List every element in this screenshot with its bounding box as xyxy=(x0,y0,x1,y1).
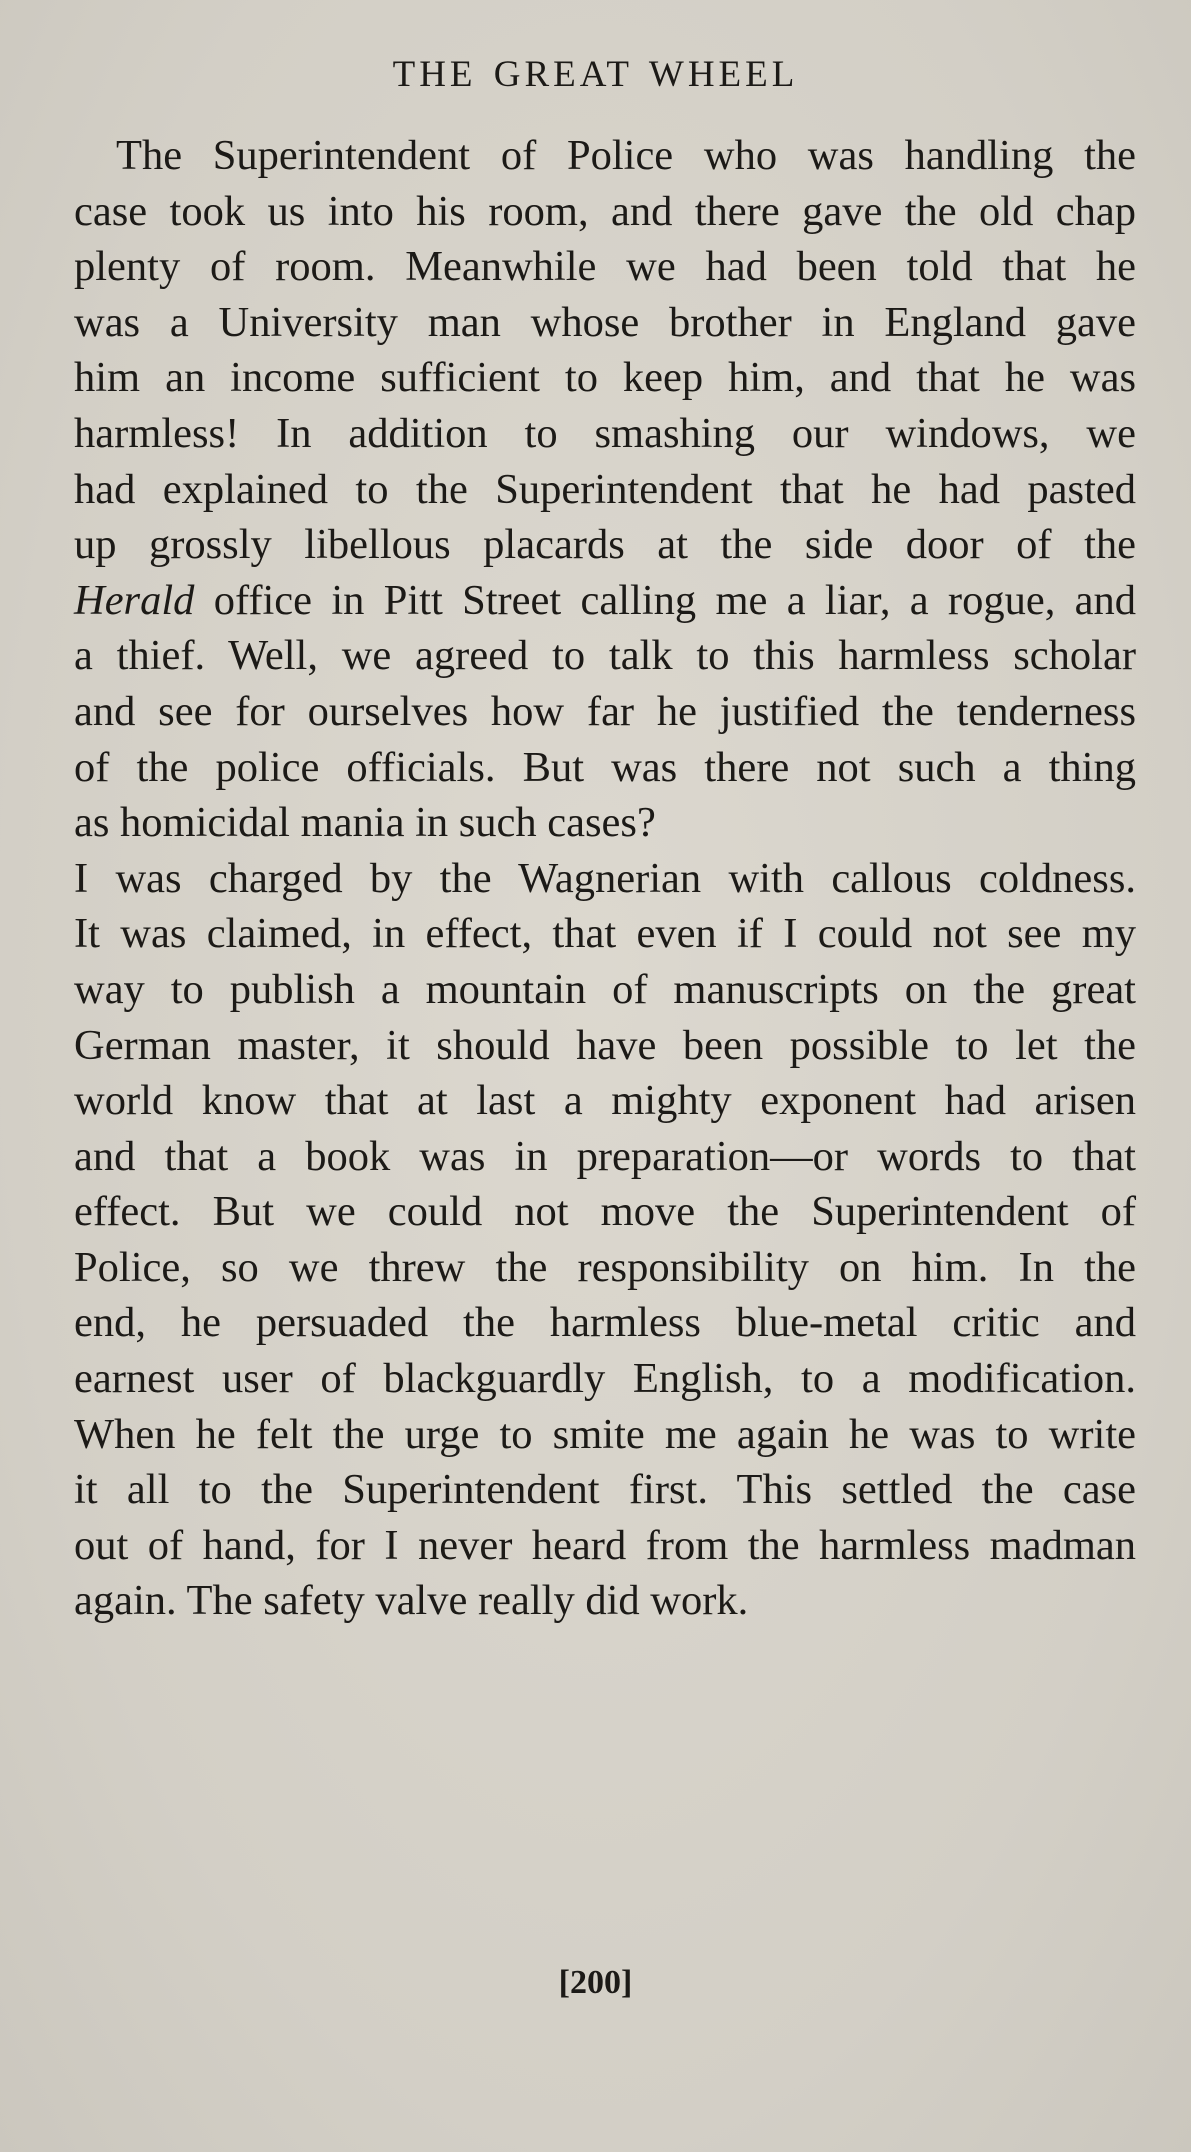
page-number: [200] xyxy=(558,1964,633,2001)
text-line-rest: office in Pitt Street calling me a liar, a rogue, and xyxy=(194,576,1136,624)
paragraph-1 xyxy=(74,128,1136,851)
text-line: it all to the Superintendent first. This settled the case xyxy=(74,1466,1136,1514)
text-line-herald xyxy=(74,573,1136,629)
text-line: plenty of room. Meanwhile we had been told that he xyxy=(74,243,1136,291)
text-line: Police, so we threw the responsibility on him. In the xyxy=(74,1243,1136,1291)
text-line: harmless! In addition to smashing our windows, we xyxy=(74,409,1136,457)
text-line: I was charged by the Wagnerian with callous coldness. xyxy=(74,854,1136,902)
text-line: German master, it should have been possible to let the xyxy=(74,1021,1136,1069)
text-line: was a University man whose brother in England gave xyxy=(74,298,1136,346)
text-line: of the police officials. But was there not such a thing xyxy=(74,743,1136,791)
text-line: way to publish a mountain of manuscripts on the great xyxy=(74,965,1136,1013)
text-line: again. The safety valve really did work. xyxy=(74,1577,749,1625)
text-line: It was claimed, in effect, that even if I could not see my xyxy=(74,910,1136,958)
text-line: up grossly libellous placards at the side door of the xyxy=(74,521,1136,569)
text-line: earnest user of blackguardly English, to a modification. xyxy=(74,1355,1136,1403)
newspaper-title: Herald xyxy=(74,576,195,624)
text-line: world know that at last a mighty exponent had arisen xyxy=(74,1077,1136,1125)
text-line: When he felt the urge to smite me again he was to write xyxy=(74,1410,1136,1458)
text-line: and that a book was in preparation—or words to that xyxy=(74,1132,1136,1180)
text-line: as homicidal mania in such cases? xyxy=(74,799,656,847)
paragraph-2 xyxy=(74,851,1136,1629)
body-text xyxy=(74,128,1136,1629)
text-line: and see for ourselves how far he justified the tenderness xyxy=(74,687,1136,735)
text-line: him an income sufficient to keep him, and that he was xyxy=(74,354,1136,402)
running-head: THE GREAT WHEEL xyxy=(392,54,799,95)
text-line: out of hand, for I never heard from the harmless madman xyxy=(74,1521,1136,1569)
text-line: case took us into his room, and there gave the old chap xyxy=(74,187,1136,235)
text-line: The Superintendent of Police who was handling the xyxy=(116,132,1136,179)
text-line: effect. But we could not move the Superintendent of xyxy=(74,1188,1136,1236)
text-line: had explained to the Superintendent that he had pasted xyxy=(74,465,1136,513)
text-line: end, he persuaded the harmless blue-metal critic and xyxy=(74,1299,1136,1347)
text-line: a thief. Well, we agreed to talk to this harmless scholar xyxy=(74,632,1136,680)
